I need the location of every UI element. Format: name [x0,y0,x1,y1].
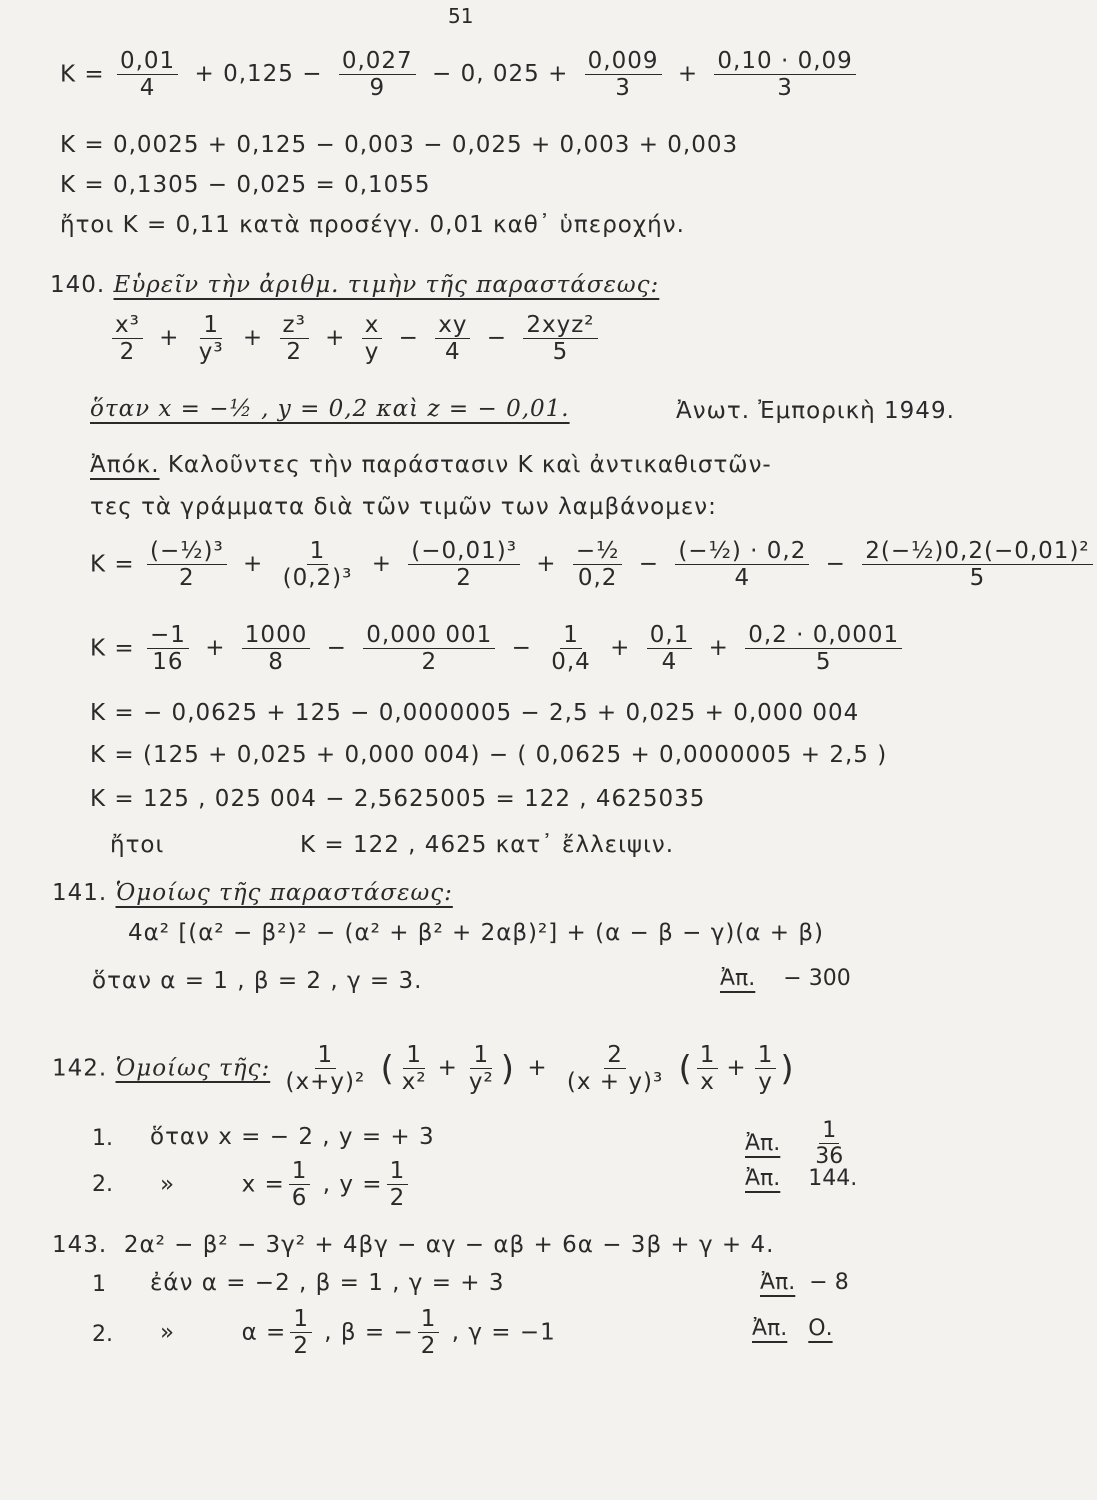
fraction: $\frac{0,027}{9}$ [339,48,416,102]
p143-case2-number: 2. [92,1322,113,1347]
p142-case1: ὅταν x = − 2 , y = + 3 [150,1124,435,1150]
fraction: $\frac{0,10 \cdot 0,09}{3}$ [714,48,855,102]
p142-case2: » x = $\frac{1}{6}$ , y = $\frac{1}{2}$ [160,1158,412,1212]
p143-case2: » α = $\frac{1}{2}$ , β = − $\frac{1}{2}$ , γ = −1 [160,1306,556,1360]
p140-k-line4: K = (125 + 0,025 + 0,000 004) − ( 0,0625 + 0,0000005 + 2,5 ) [90,742,888,768]
p140-solution-intro-2: τες τὰ γράμματα διὰ τῶν τιμῶν των λαμβάνομεν: [90,494,717,520]
p143-case1-answer: Ἀπ. − 8 [760,1270,849,1295]
p140-k-line3: K = − 0,0625 + 125 − 0,0000005 − 2,5 + 0,025 + 0,000 004 [90,700,860,726]
p140-heading: 140. Εὑρεῖν τὴν ἀριθμ. τιμὴν τῆς παραστάσεως: [50,272,660,298]
page-number: 51 [448,4,474,28]
p140-k-line6: K = 122 , 4625 κατ᾽ ἔλλειψιν. [300,832,675,858]
fraction: $\frac{0,01}{4}$ [117,48,178,102]
p141-heading: 141. Ὁμοίως τῆς παραστάσεως: [52,880,453,906]
p142-case2-answer: Ἀπ. 144. [745,1166,858,1191]
p140-k-line1: K = $\frac{\text{(−½)³}}{2}$ + $\frac{1}{\text{(0,2)³}}$ + $\frac{\text{(−0,01)³}}{2}$ + $\frac{\text{−½}}{0,2}$ − $\frac{\text{(−½) · 0,2}}{4}$ − $\frac{\text{2(−½)0,2(−0,01)²}}{5}$ [90,538,1097,592]
p141-expression: 4α² [(α² − β²)² − (α² + β² + 2αβ)²] + (α − β − γ)(α + β) [128,920,824,946]
p140-solution-intro: Ἀπόκ. Καλοῦντες τὴν παράστασιν K καὶ ἀντικαθιστῶν- [90,452,772,478]
p139-line2: K = 0,0025 + 0,125 − 0,003 − 0,025 + 0,003 + 0,003 [60,132,739,158]
p142-case2-number: 2. [92,1172,113,1197]
p141-conditions: ὅταν α = 1 , β = 2 , γ = 3. [92,968,423,994]
p143-case2-answer: Ἀπ. Ο. [752,1316,833,1341]
p141-answer: Ἀπ. − 300 [720,966,851,991]
p140-k-line2: K = $\frac{-1}{16}$ + $\frac{1000}{8}$ − $\frac{0,000 001}{2}$ − $\frac{1}{0,4}$ + $\frac{0,1}{4}$ + $\frac{0,2 \cdot 0,0001}{5}$ [90,622,906,676]
p140-conditions: ὅταν x = −½ , y = 0,2 καὶ z = − 0,01. [90,396,570,422]
p140-k-line6-label: ἤτοι [110,832,165,858]
p143-case1-number: 1 [92,1272,106,1297]
p143-expression: 143. 2α² − β² − 3γ² + 4βγ − αγ − αβ + 6α − 3β + γ + 4. [52,1232,775,1258]
p140-expression: $\frac{\text{x³}}{2}$ + $\frac{1}{\text{y³}}$ + $\frac{\text{z³}}{2}$ + $\frac{x}{y}$ − $\frac{xy}{4}$ − $\frac{\text{2xyz²}}{5}$ [108,312,602,366]
p143-case1: ἐάν α = −2 , β = 1 , γ = + 3 [150,1270,505,1296]
p139-line4: ἤτοι K = 0,11 κατὰ προσέγγ. 0,01 καθ᾽ ὑπεροχήν. [60,212,685,238]
p139-line3: K = 0,1305 − 0,025 = 0,1055 [60,172,431,198]
p140-k-line5: K = 125 , 025 004 − 2,5625005 = 122 , 4625035 [90,786,706,812]
p142-case1-answer: Ἀπ. $\frac{1}{36}$ [745,1118,844,1170]
fraction: $\frac{0,009}{3}$ [585,48,662,102]
p142-expression: 142. Ὁμοίως τῆς: $\frac{1}{\text{(x+y)²}}$ ( $\frac{1}{\text{x²}}$ + $\frac{1}{\text{y²}}$ ) + $\frac{2}{\text{(x + y)³}}$ ( $\frac{1}{x}$ + $\frac{1}{y}$ ) [52,1042,795,1096]
p142-case1-number: 1. [92,1126,113,1151]
p140-source: Ἀνωτ. Ἐμπορικὴ 1949. [676,398,955,424]
p139-line1: K = $\frac{0,01}{4}$ + 0,125 − $\frac{0,027}{9}$ − 0, 025 + $\frac{0,009}{3}$ + $\frac{0,10 \cdot 0,09}{3}$ [60,48,860,102]
